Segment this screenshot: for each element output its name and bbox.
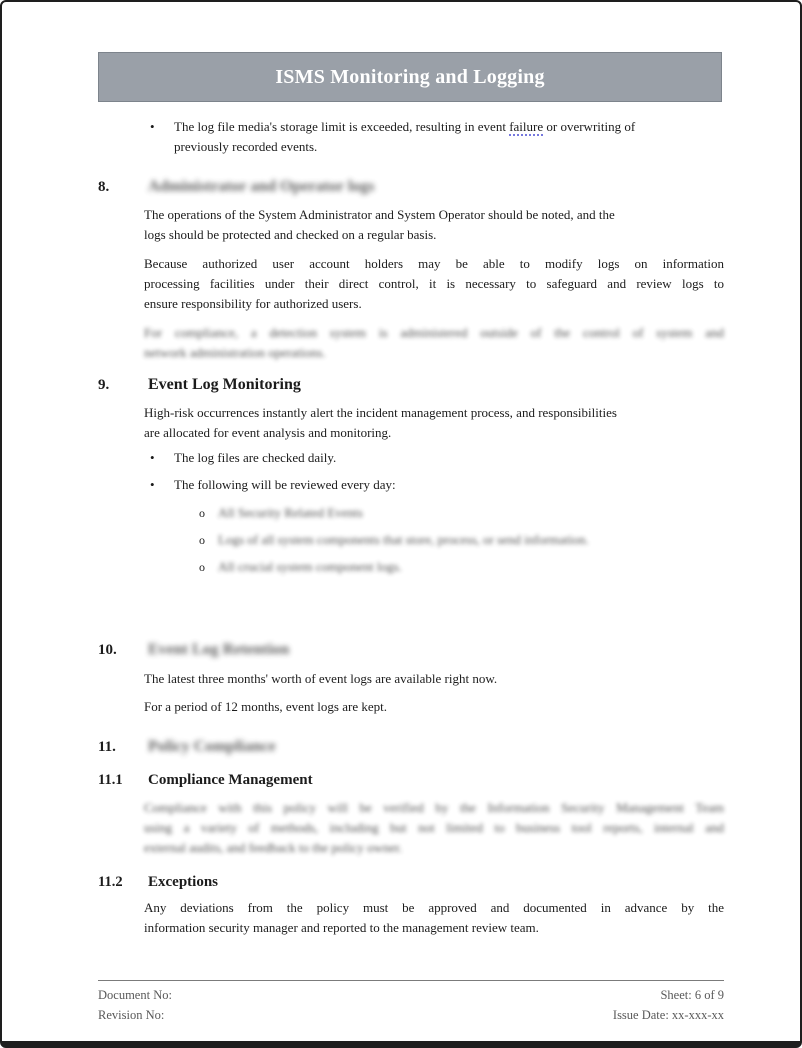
bullet-text: The following will be reviewed every day: xyxy=(174,477,396,492)
sub-bullet-text-blurred: Logs of all system components that store, process, or send information. xyxy=(218,532,589,547)
footer-left-block xyxy=(98,985,172,1025)
paragraph-line: external audits, and feedback to the policy owner. xyxy=(144,840,403,855)
intro-bullet-line1 xyxy=(174,117,635,137)
circle-bullet-icon: o xyxy=(199,533,205,547)
section-11-2-paragraph xyxy=(144,898,724,938)
footer-revision-no: Revision No: xyxy=(98,1008,165,1022)
intro-bullet-line1-after: or overwriting of xyxy=(543,119,636,134)
intro-bullet-text xyxy=(174,117,635,157)
section-8-number: 8. xyxy=(98,179,110,195)
document-body xyxy=(98,102,724,938)
bullet-item-reviewed-daily xyxy=(150,475,724,495)
paragraph-line: Compliance with this policy will be verified by the Information Security Management Team xyxy=(144,800,724,815)
paragraph-line: network administration operations. xyxy=(144,345,326,360)
footer-issue-date: Issue Date: xx-xxx-xx xyxy=(612,1008,724,1022)
section-11-1-title: Compliance Management xyxy=(148,772,313,788)
circle-bullet-icon: o xyxy=(199,506,205,520)
page-footer xyxy=(98,980,724,1025)
circle-bullet-icon: o xyxy=(199,560,205,574)
section-11-1-paragraph-blurred xyxy=(144,798,724,858)
section-11-2-number: 11.2 xyxy=(98,874,123,890)
paragraph-line: are allocated for event analysis and monitoring. xyxy=(144,425,392,440)
document-title-banner xyxy=(98,52,722,102)
intro-bullet-item xyxy=(150,117,724,157)
section-10-paragraph-1 xyxy=(144,669,724,689)
footer-sheet-number: Sheet: 6 of 9 xyxy=(660,988,724,1002)
section-11-1-number: 11.1 xyxy=(98,772,123,788)
section-11-number: 11. xyxy=(98,739,116,755)
bullet-dot-icon: • xyxy=(150,477,155,492)
section-11-heading xyxy=(98,735,724,759)
sub-bullet-item-2 xyxy=(199,530,724,550)
section-9-heading xyxy=(98,373,724,397)
intro-bullet-line1-before: The log file media's storage limit is exceeded, resulting in event xyxy=(174,119,510,134)
paragraph-line: information security manager and reported to the management review team. xyxy=(144,920,539,935)
sub-bullet-text-blurred: All Security Related Events xyxy=(218,505,363,520)
section-11-1-heading xyxy=(98,768,724,792)
section-9-title: Event Log Monitoring xyxy=(148,376,301,393)
section-10-title: Event Log Retention xyxy=(148,641,290,658)
bullet-dot-icon: • xyxy=(150,450,155,465)
paragraph-line: using a variety of methods, including but not limited to business tool reports, internal and xyxy=(144,820,724,835)
section-8-paragraph-1 xyxy=(144,205,724,245)
sub-bullet-item-1 xyxy=(199,503,724,523)
paragraph-line: Any deviations from the policy must be approved and documented in advance by the xyxy=(144,900,724,915)
footer-right-block xyxy=(613,985,724,1025)
bullet-dot-icon: • xyxy=(150,119,155,134)
paragraph-line: processing facilities under their direct control, it is necessary to safeguard and review logs to xyxy=(144,276,724,291)
footer-document-no: Document No: xyxy=(98,988,172,1002)
intro-bullet-line2: previously recorded events. xyxy=(174,139,318,154)
spellcheck-flagged-word: failure xyxy=(509,119,544,134)
bullet-item-log-files xyxy=(150,448,724,468)
paragraph-line: The latest three months' worth of event logs are available right now. xyxy=(144,671,498,686)
section-11-2-title: Exceptions xyxy=(148,874,219,890)
section-8-title: Administrator and Operator logs xyxy=(148,178,375,195)
section-8-heading xyxy=(98,175,724,199)
bullet-text: The log files are checked daily. xyxy=(174,450,337,465)
section-10-number: 10. xyxy=(98,642,117,658)
paragraph-line: For compliance, a detection system is administered outside of the control of system and xyxy=(144,325,724,340)
section-10-heading xyxy=(98,638,724,662)
document-title: ISMS Monitoring and Logging xyxy=(275,66,545,88)
section-11-title: Policy Compliance xyxy=(148,738,276,755)
sub-bullet-text-blurred: All crucial system component logs. xyxy=(218,559,402,574)
paragraph-line: Because authorized user account holders may be able to modify logs on information xyxy=(144,256,724,271)
section-8-paragraph-2 xyxy=(144,254,724,314)
section-8-paragraph-3-blurred xyxy=(144,323,724,363)
sub-bullet-item-3 xyxy=(199,557,724,577)
paragraph-line: For a period of 12 months, event logs are kept. xyxy=(144,699,387,714)
paragraph-line: logs should be protected and checked on a regular basis. xyxy=(144,227,437,242)
paragraph-line: The operations of the System Administrator and System Operator should be noted, and the xyxy=(144,207,615,222)
section-9-number: 9. xyxy=(98,377,110,393)
section-11-2-heading xyxy=(98,870,724,894)
paragraph-line: High-risk occurrences instantly alert the incident management process, and responsibilities xyxy=(144,405,617,420)
section-9-paragraph-1 xyxy=(144,403,724,443)
section-10-paragraph-2 xyxy=(144,697,724,717)
paragraph-line: ensure responsibility for authorized users. xyxy=(144,296,362,311)
